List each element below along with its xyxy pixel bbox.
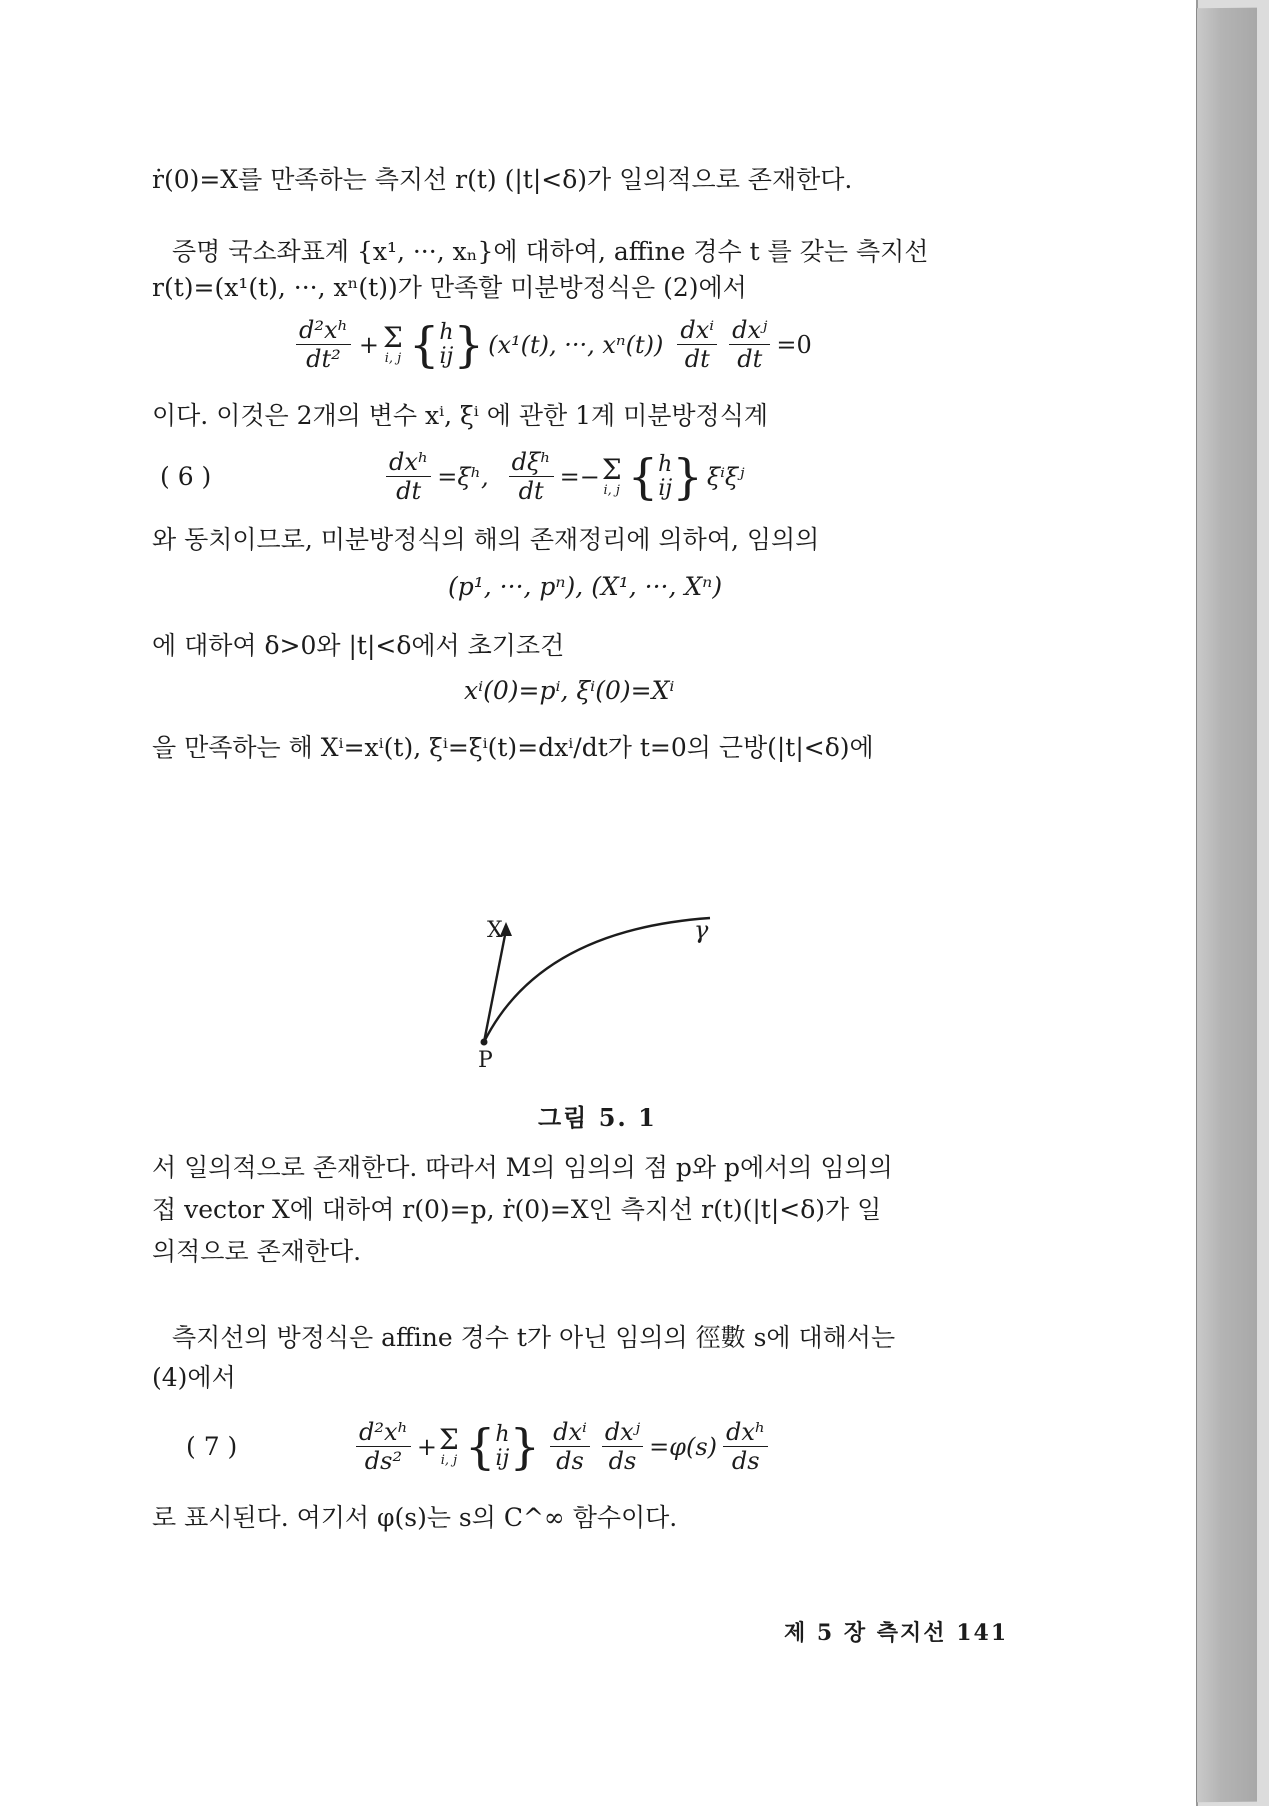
paragraph-line: 에 대하여 δ>0와 |t|<δ에서 초기조건 [152,631,565,660]
curve-label-gamma: γ [694,916,709,944]
paragraph-line: 서 일의적으로 존재한다. 따라서 M의 임의의 점 p와 p에서의 임의의 [152,1153,893,1182]
geodesic-equation: $\frac{\text{d²xʰ}}{\text{dt²}}$ + Σ i, j { h ij } (x¹(t), ···, xⁿ(t)) $\frac{\text{dxⁱ}}{dt}$ $\frac{\text{dxʲ}}{dt}$ =0 [290,316,812,373]
equation-number: ( 7 ) [186,1432,238,1461]
geodesic-curve [484,918,710,1042]
first-order-system: $\frac{\text{dxʰ}}{dt}$ =ξʰ, $\frac{\text{dξʰ}}{dt}$ =− Σ i, j { h ij } ξⁱξʲ [380,448,744,505]
paragraph-line: (4)에서 [152,1363,236,1392]
paragraph-line: 접 vector X에 대하여 r(0)=p, ṙ(0)=X인 측지선 r(t)(|t|<δ)가 일 [152,1195,882,1224]
christoffel-symbol: { h ij } [408,316,485,373]
point-label-p: P [478,1048,493,1073]
paragraph-line: 측지선의 방정식은 affine 경수 t가 아닌 임의의 徑數 s에 대해서는 [172,1323,896,1352]
paragraph-line: ṙ(0)=X를 만족하는 측지선 r(t) (|t|<δ)가 일의적으로 존재한다. [152,165,853,194]
vector-label-x: X [487,918,503,943]
initial-condition: xⁱ(0)=pⁱ, ξⁱ(0)=Xⁱ [464,676,675,705]
paragraph-line: 을 만족하는 해 Xⁱ=xⁱ(t), ξⁱ=ξⁱ(t)=dxⁱ/dt가 t=0의 근방(|t|<δ)에 [152,733,874,762]
tangent-vector [484,930,506,1042]
paragraph-line: r(t)=(x¹(t), ···, xⁿ(t))가 만족할 미분방정식은 (2)에서 [152,273,747,302]
figure-caption: 그림 5. 1 [538,1103,657,1132]
point-p [481,1039,488,1046]
paragraph-line: 의적으로 존재한다. [152,1237,362,1266]
equation-number: ( 6 ) [160,462,212,491]
paragraph-line: 증명 국소좌표계 {x¹, ···, xₙ}에 대하여, affine 경수 t 를 갖는 측지선 [172,237,929,266]
paragraph-line: 와 동치이므로, 미분방정식의 해의 존재정리에 의하여, 임의의 [152,525,820,554]
display-formula: (p¹, ···, pⁿ), (X¹, ···, Xⁿ) [448,572,723,601]
page-stack-edge [1196,8,1257,1803]
page-footer: 제 5 장 측지선 141 [784,1620,1009,1646]
reparam-geodesic-equation: $\frac{\text{d²xʰ}}{\text{ds²}}$ + Σ i, j { h ij } $\frac{\text{dxⁱ}}{ds}$ $\frac{\text{dxʲ}}{ds}$ =φ(s) $\frac{\text{dxʰ}}{ds}$ [350,1418,774,1475]
paragraph-line: 이다. 이것은 2개의 변수 xⁱ, ξⁱ 에 관한 1계 미분방정식계 [152,401,769,430]
sum-symbol: Σ i, j [383,321,403,366]
fraction: $\frac{\text{d²xʰ}}{\text{dt²}}$ [296,316,351,373]
paragraph-line: 로 표시된다. 여기서 φ(s)는 s의 C^∞ 함수이다. [152,1503,678,1532]
